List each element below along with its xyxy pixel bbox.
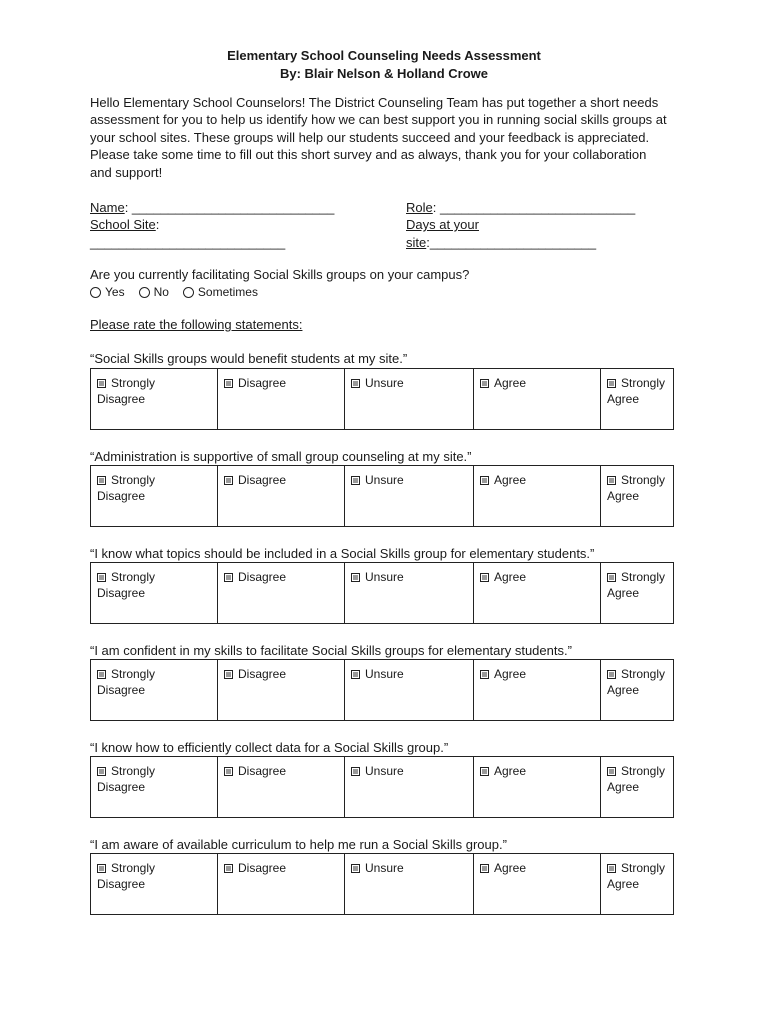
- option-label: Unsure: [365, 764, 404, 778]
- option-strongly-disagree[interactable]: [91, 660, 218, 721]
- days-label-text-2: site: [406, 235, 427, 250]
- option-disagree[interactable]: [218, 660, 345, 721]
- checkbox-icon[interactable]: [351, 379, 360, 388]
- option-agree[interactable]: [474, 854, 601, 915]
- role-field[interactable]: [406, 199, 635, 216]
- checkbox-icon[interactable]: [224, 379, 233, 388]
- checkbox-icon[interactable]: [480, 476, 489, 485]
- checkbox-icon[interactable]: [224, 670, 233, 679]
- option-unsure[interactable]: [345, 757, 474, 818]
- option-label: Disagree: [97, 586, 146, 600]
- option-strongly-disagree[interactable]: [91, 466, 218, 527]
- option-label: Unsure: [365, 473, 404, 487]
- option-disagree[interactable]: [218, 757, 345, 818]
- option-unsure[interactable]: [345, 563, 474, 624]
- rating-scale: [90, 853, 674, 915]
- statement-text: “I am aware of available curriculum to help me run a Social Skills group.”: [90, 837, 507, 852]
- document-byline: By: Blair Nelson & Holland Crowe: [279, 66, 489, 81]
- rating-scale: [90, 659, 674, 721]
- statement-text: “Social Skills groups would benefit students at my site.”: [90, 351, 408, 366]
- checkbox-icon[interactable]: [607, 670, 616, 679]
- checkbox-icon[interactable]: [224, 573, 233, 582]
- option-label: Unsure: [365, 570, 404, 584]
- option-label: Unsure: [365, 376, 404, 390]
- option-unsure[interactable]: [345, 369, 474, 430]
- role-label: Role: [406, 200, 433, 215]
- option-label: Strongly Agree: [607, 570, 666, 600]
- checkbox-icon[interactable]: [351, 767, 360, 776]
- option-strongly-disagree[interactable]: [91, 369, 218, 430]
- checkbox-icon[interactable]: [351, 573, 360, 582]
- option-label: Strongly Agree: [607, 376, 666, 406]
- option-label: Agree: [494, 570, 527, 584]
- days-at-site-label-line1: [406, 216, 479, 233]
- option-label: Strongly: [111, 667, 156, 681]
- option-label: Strongly Agree: [607, 473, 666, 503]
- option-label: Agree: [494, 473, 527, 487]
- option-strongly-agree[interactable]: [601, 854, 674, 915]
- option-agree[interactable]: [474, 757, 601, 818]
- name-blank: : ____________________________: [124, 200, 335, 215]
- option-label: Disagree: [238, 861, 287, 875]
- checkbox-icon[interactable]: [480, 379, 489, 388]
- option-label: Disagree: [97, 683, 146, 697]
- option-label: Strongly: [111, 764, 156, 778]
- option-agree[interactable]: [474, 563, 601, 624]
- rating-scale: [90, 368, 674, 430]
- option-strongly-agree[interactable]: [601, 466, 674, 527]
- option-label: Strongly Agree: [607, 861, 666, 891]
- rating-scale: [90, 465, 674, 527]
- checkbox-icon[interactable]: [351, 864, 360, 873]
- school-site-blank[interactable]: ___________________________: [90, 235, 286, 250]
- option-label: Disagree: [238, 570, 287, 584]
- radio-circle-icon[interactable]: [183, 287, 194, 298]
- option-agree[interactable]: [474, 660, 601, 721]
- checkbox-icon[interactable]: [97, 670, 106, 679]
- checkbox-icon[interactable]: [97, 864, 106, 873]
- days-label-text-1: Days at your: [406, 217, 479, 232]
- option-strongly-disagree[interactable]: [91, 757, 218, 818]
- checkbox-icon[interactable]: [351, 670, 360, 679]
- checkbox-icon[interactable]: [97, 767, 106, 776]
- option-disagree[interactable]: [218, 563, 345, 624]
- checkbox-icon[interactable]: [224, 767, 233, 776]
- role-blank: : ___________________________: [432, 200, 636, 215]
- option-unsure[interactable]: [345, 466, 474, 527]
- option-label: Disagree: [238, 473, 287, 487]
- rating-scale: [90, 756, 674, 818]
- checkbox-icon[interactable]: [607, 767, 616, 776]
- days-blank: :_______________________: [426, 235, 597, 250]
- statement-text: “Administration is supportive of small group counseling at my site.”: [90, 449, 472, 464]
- radio-no[interactable]: [139, 285, 169, 299]
- option-label: Disagree: [97, 877, 146, 891]
- option-unsure[interactable]: [345, 660, 474, 721]
- option-label: Unsure: [365, 667, 404, 681]
- option-disagree[interactable]: [218, 466, 345, 527]
- checkbox-icon[interactable]: [480, 670, 489, 679]
- option-strongly-agree[interactable]: [601, 563, 674, 624]
- option-label: Agree: [494, 861, 527, 875]
- option-label: Strongly: [111, 473, 156, 487]
- option-label: Agree: [494, 376, 527, 390]
- option-strongly-agree[interactable]: [601, 660, 674, 721]
- checkbox-icon[interactable]: [607, 864, 616, 873]
- radio-yes[interactable]: [90, 285, 125, 299]
- option-disagree[interactable]: [218, 369, 345, 430]
- name-label: Name: [90, 200, 125, 215]
- option-strongly-disagree[interactable]: [91, 563, 218, 624]
- intro-paragraph: Hello Elementary School Counselors! The District Counseling Team has put together a short needs assessment for you to help us identify how we can best support you in running social skills groups at your school sites. These groups will help our students succeed and your feedback is appreciated. Please take some time to fill out this short survey and as always, thank you for your collaboration and support!: [90, 95, 667, 180]
- radio-no-label: No: [153, 285, 169, 299]
- option-label: Strongly: [111, 570, 156, 584]
- option-label: Disagree: [238, 764, 287, 778]
- option-label: Disagree: [238, 667, 287, 681]
- option-unsure[interactable]: [345, 854, 474, 915]
- option-agree[interactable]: [474, 466, 601, 527]
- rate-heading: Please rate the following statements:: [90, 317, 303, 332]
- facilitating-question: Are you currently facilitating Social Skills groups on your campus?: [90, 267, 470, 282]
- days-at-site-field[interactable]: [406, 234, 596, 251]
- option-strongly-agree[interactable]: [601, 369, 674, 430]
- option-label: Strongly: [111, 861, 156, 875]
- radio-sometimes[interactable]: [183, 285, 258, 299]
- school-site-label: School Site: [90, 217, 156, 232]
- option-label: Disagree: [97, 489, 146, 503]
- option-label: Disagree: [97, 392, 146, 406]
- school-site-field[interactable]: [90, 216, 159, 233]
- name-field[interactable]: [90, 199, 334, 216]
- statement-text: “I am confident in my skills to facilitate Social Skills groups for elementary students.”: [90, 643, 572, 658]
- option-label: Strongly Agree: [607, 764, 666, 794]
- option-label: Disagree: [238, 376, 287, 390]
- checkbox-icon[interactable]: [607, 573, 616, 582]
- option-disagree[interactable]: [218, 854, 345, 915]
- rating-scale: [90, 562, 674, 624]
- checkbox-icon[interactable]: [97, 476, 106, 485]
- option-label: Agree: [494, 667, 527, 681]
- option-strongly-disagree[interactable]: [91, 854, 218, 915]
- checkbox-icon[interactable]: [480, 767, 489, 776]
- option-label: Strongly: [111, 376, 156, 390]
- option-label: Agree: [494, 764, 527, 778]
- checkbox-icon[interactable]: [351, 476, 360, 485]
- radio-yes-label: Yes: [105, 285, 125, 299]
- school-site-colon: :: [155, 217, 160, 232]
- radio-circle-icon[interactable]: [90, 287, 101, 298]
- option-label: Disagree: [97, 780, 146, 794]
- option-strongly-agree[interactable]: [601, 757, 674, 818]
- statement-text: “I know how to efficiently collect data for a Social Skills group.”: [90, 740, 449, 755]
- checkbox-icon[interactable]: [224, 476, 233, 485]
- radio-circle-icon[interactable]: [139, 287, 150, 298]
- checkbox-icon[interactable]: [480, 573, 489, 582]
- option-agree[interactable]: [474, 369, 601, 430]
- facilitating-radio-group: [90, 285, 272, 299]
- checkbox-icon[interactable]: [97, 379, 106, 388]
- checkbox-icon[interactable]: [607, 476, 616, 485]
- checkbox-icon[interactable]: [607, 379, 616, 388]
- radio-sometimes-label: Sometimes: [197, 285, 258, 299]
- option-label: Strongly Agree: [607, 667, 666, 697]
- document-title: Elementary School Counseling Needs Assessment: [227, 48, 541, 63]
- checkbox-icon[interactable]: [224, 864, 233, 873]
- option-label: Unsure: [365, 861, 404, 875]
- checkbox-icon[interactable]: [480, 864, 489, 873]
- checkbox-icon[interactable]: [97, 573, 106, 582]
- statement-text: “I know what topics should be included in a Social Skills group for elementary students.”: [90, 546, 595, 561]
